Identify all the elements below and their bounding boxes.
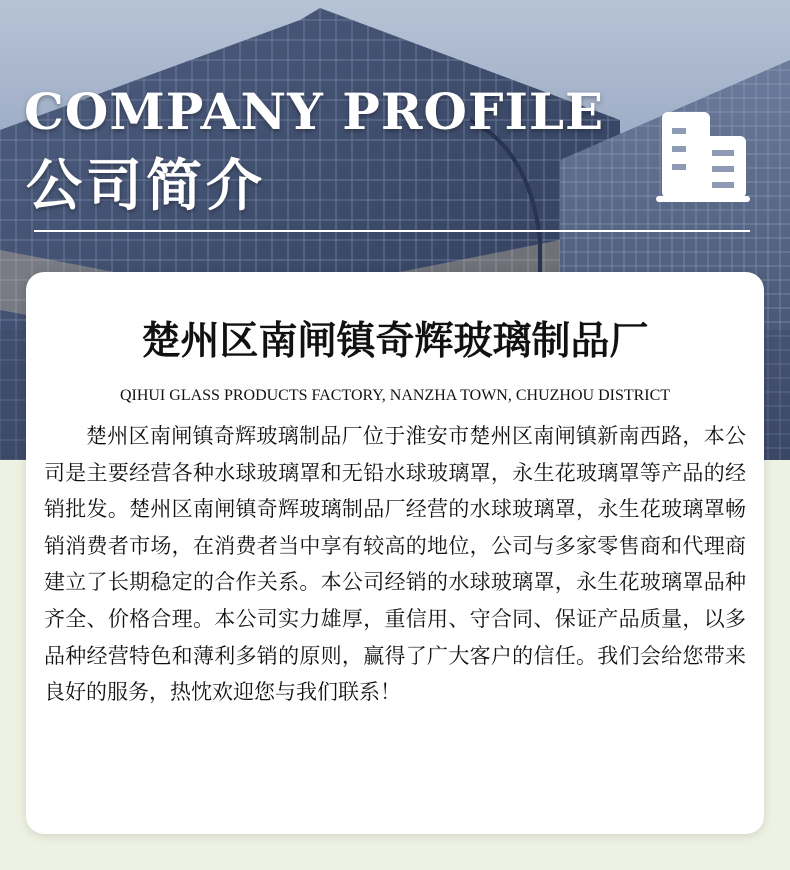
company-description: 楚州区南闸镇奇辉玻璃制品厂位于淮安市楚州区南闸镇新南西路，本公司是主要经营各种水球玻璃罩和无铅水球玻璃罩，永生花玻璃罩等产品的经销批发。楚州区南闸镇奇辉玻璃制品厂经营的水球玻璃罩，永生花玻璃罩畅销消费者市场，在消费者当中享有较高的地位，公司与多家零售商和代理商建立了长期稳定的合作关系。本公司经销的水球玻璃罩，永生花玻璃罩品种齐全、价格合理。本公司实力雄厚，重信用、守合同、保证产品质量，以多品种经营特色和薄利多销的原则，赢得了广大客户的信任。我们会给您带来良好的服务，热忱欢迎您与我们联系！ [44,424,746,705]
company-name: 楚州区南闸镇奇辉玻璃制品厂 [141,319,649,364]
page-title-cn: 公司简介 [26,154,266,219]
page-title-en: COMPANY PROFILE [24,82,605,141]
profile-card [26,272,764,834]
title-divider [34,230,750,232]
company-name-en: QIHUI GLASS PRODUCTS FACTORY, NANZHA TOWN, CHUZHOU DISTRICT [119,387,671,404]
building-icon [654,106,750,202]
